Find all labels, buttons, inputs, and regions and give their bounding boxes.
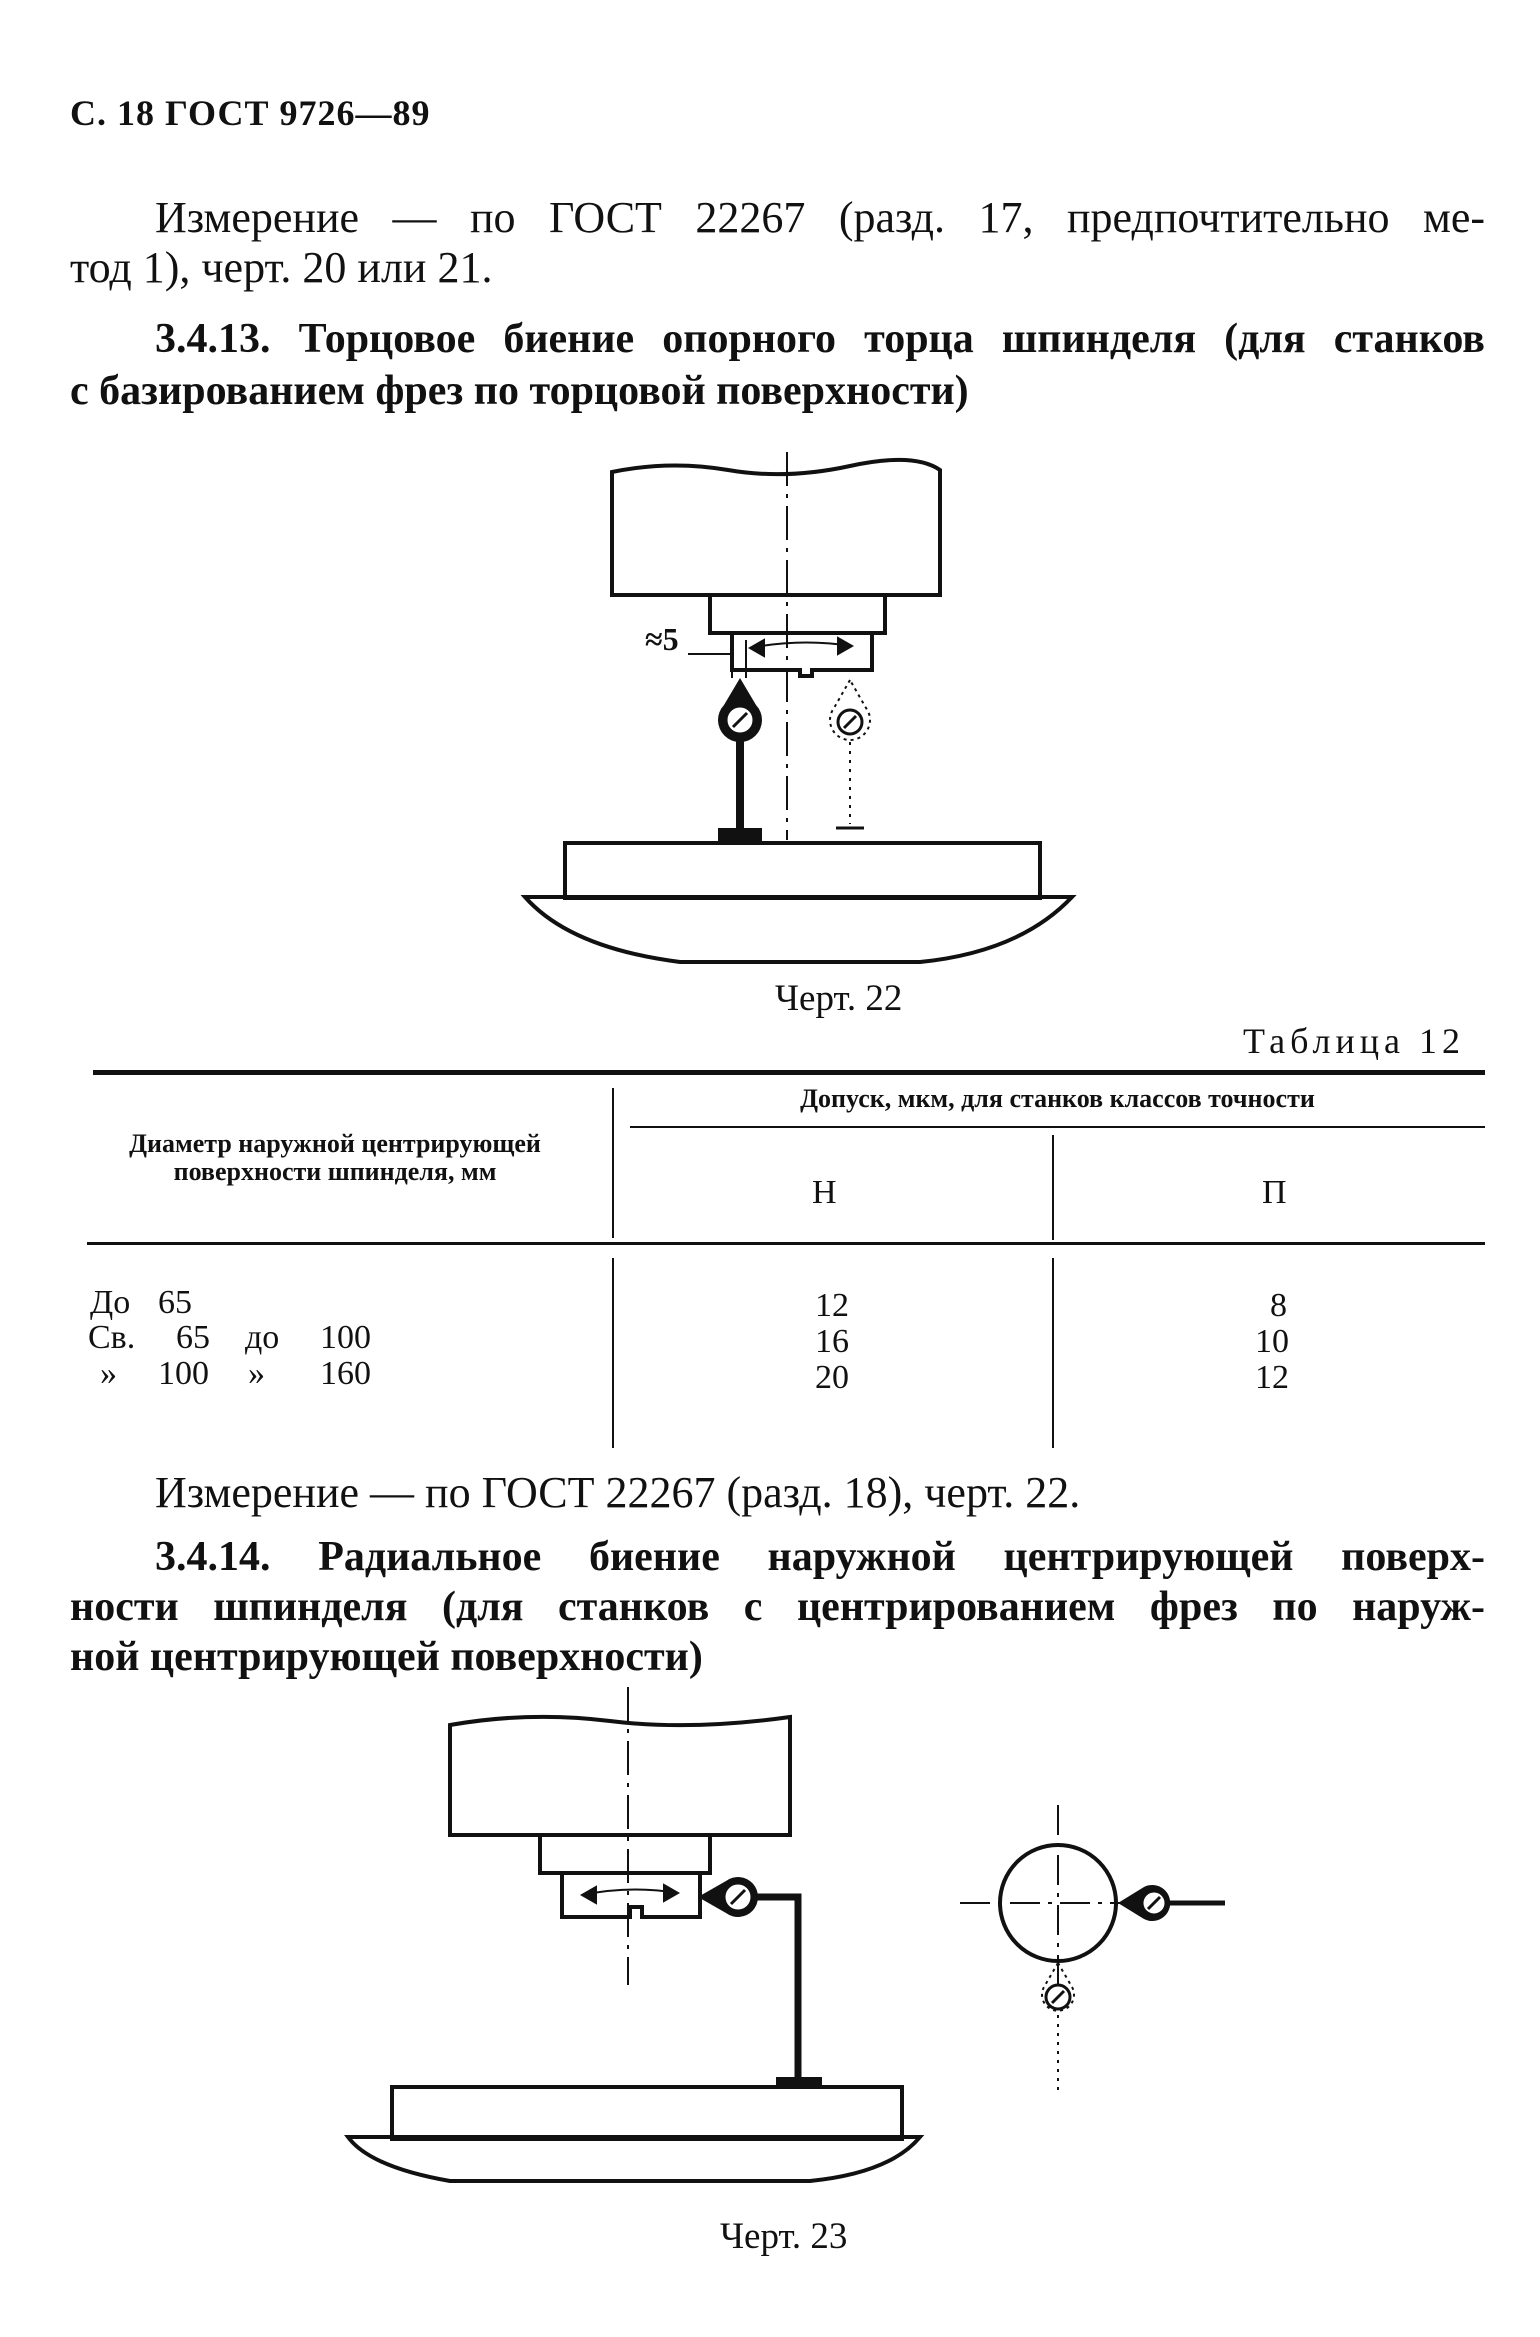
spindle-cross-section — [960, 1805, 1225, 2093]
dial-indicator-alternate — [830, 680, 870, 828]
spindle-flange — [710, 595, 885, 633]
cell-p: 8 — [1270, 1287, 1287, 1324]
table-base — [348, 2137, 920, 2181]
row-from-value: 65 — [158, 1284, 192, 1321]
cell-h: 12 — [815, 1287, 849, 1324]
header-diameter-line: Диаметр наружной центрирующей — [129, 1129, 541, 1158]
row-from-value: 65 — [176, 1319, 210, 1356]
cell-p: 10 — [1255, 1323, 1289, 1360]
machine-table — [392, 2087, 902, 2139]
row-to-value: 100 — [320, 1319, 371, 1356]
figure-caption: Черт. 22 — [775, 978, 903, 1019]
figure-23 — [330, 1685, 1280, 2185]
dial-indicator-radial — [698, 1877, 822, 2089]
row-from: » — [100, 1355, 117, 1392]
table-base — [525, 897, 1072, 962]
section-heading: 3.4.14. Радиальное биение наружной центрирующей поверх- — [155, 1534, 1485, 1580]
page-header: С. 18 ГОСТ 9726—89 — [70, 93, 431, 133]
row-to-value: 160 — [320, 1355, 371, 1392]
spindle-nose — [732, 633, 872, 676]
table-col-rule — [1052, 1258, 1054, 1448]
table-sub-rule — [630, 1126, 1485, 1128]
spindle-head — [450, 1717, 790, 1835]
machine-table — [565, 843, 1040, 898]
header-diameter — [80, 1130, 590, 1186]
row-from-value: 100 — [158, 1355, 209, 1392]
cell-h: 20 — [815, 1359, 849, 1396]
section-heading: с базированием фрез по торцовой поверхности) — [70, 368, 969, 414]
section-heading: 3.4.13. Торцовое биение опорного торца шпинделя (для станков — [155, 316, 1485, 362]
paragraph-line: Измерение — по ГОСТ 22267 (разд. 18), черт. 22. — [155, 1468, 1081, 1517]
table-title: Таблица 12 — [1243, 1021, 1465, 1061]
table-top-rule — [93, 1070, 1485, 1075]
header-diameter-line: поверхности шпинделя, мм — [173, 1157, 497, 1186]
paragraph-line: тод 1), черт. 20 или 21. — [70, 243, 493, 292]
spindle-head — [612, 460, 940, 595]
spindle-flange — [540, 1835, 710, 1873]
dial-indicator-solid — [718, 678, 762, 842]
paragraph-line: Измерение — по ГОСТ 22267 (разд. 17, предпочтительно ме- — [155, 193, 1485, 242]
cell-p: 12 — [1255, 1359, 1289, 1396]
table-col-rule — [612, 1258, 614, 1448]
figure-caption: Черт. 23 — [720, 2216, 848, 2257]
header-class-h: Н — [812, 1174, 837, 1211]
figure-22 — [500, 440, 1100, 1000]
dimension-label: ≈5 — [645, 621, 679, 657]
row-to: до — [245, 1319, 280, 1356]
cell-h: 16 — [815, 1323, 849, 1360]
row-from: До — [90, 1284, 131, 1321]
table-header-rule — [87, 1242, 1485, 1245]
section-heading: ности шпинделя (для станков с центрированием фрез по наруж- — [70, 1584, 1485, 1630]
row-from: Св. — [88, 1319, 136, 1356]
row-to: » — [248, 1355, 265, 1392]
header-class-p: П — [1262, 1174, 1287, 1211]
table-col-rule — [612, 1088, 614, 1238]
header-tolerance: Допуск, мкм, для станков классов точности — [800, 1084, 1315, 1113]
table-col-rule — [1052, 1135, 1054, 1240]
section-heading: ной центрирующей поверхности) — [70, 1634, 703, 1680]
